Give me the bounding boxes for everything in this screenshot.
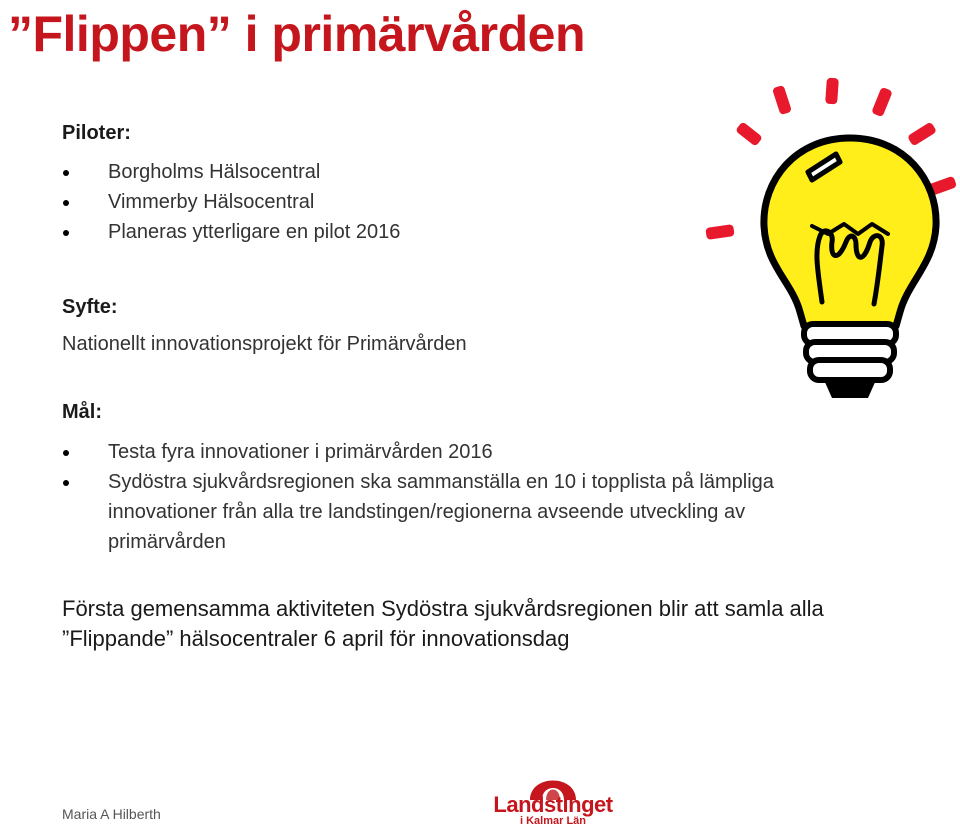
list-item: Vimmerby Hälsocentral xyxy=(62,187,400,217)
piloter-heading: Piloter: xyxy=(62,122,131,144)
list-item: Planeras ytterligare en pilot 2016 xyxy=(62,217,400,247)
mal-heading: Mål: xyxy=(62,401,102,423)
lightbulb-icon xyxy=(700,76,960,408)
list-item: Sydöstra sjukvårdsregionen ska sammanställa en 10 i topplista på lämpliga innovationer från alla tre landstingen/regionerna avseende utveckling av primärvården xyxy=(62,467,832,557)
landstinget-logo xyxy=(488,770,618,828)
syfte-heading: Syfte: xyxy=(62,296,118,318)
piloter-list xyxy=(62,157,400,247)
list-item: Borgholms Hälsocentral xyxy=(62,157,400,187)
list-item: Testa fyra innovationer i primärvården 2016 xyxy=(62,437,832,467)
author-name: Maria A Hilberth xyxy=(62,806,161,822)
mal-list xyxy=(62,437,832,557)
bulb-base xyxy=(804,324,896,380)
logo-subtitle: i Kalmar Län xyxy=(519,815,587,827)
final-paragraph: Första gemensamma aktiviteten Sydöstra sjukvårdsregionen blir att samla alla ”Flippande” hälsocentraler 6 april för innovationsdag xyxy=(62,596,824,651)
logo-name: Landstinget xyxy=(493,792,613,817)
page-title: ”Flippen” i primärvården xyxy=(8,6,586,62)
syfte-text: Nationellt innovationsprojekt för Primärvården xyxy=(62,333,467,355)
